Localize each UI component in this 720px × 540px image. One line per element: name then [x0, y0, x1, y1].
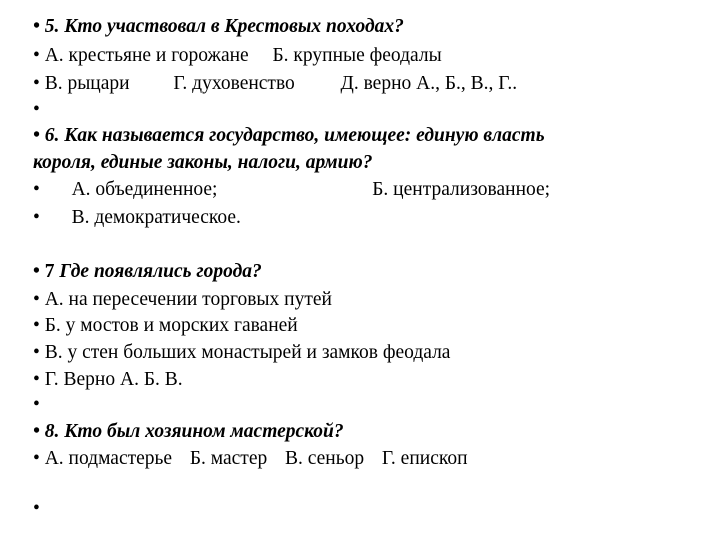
q5-option-d: Д. верно А., Б., В., Г..	[340, 73, 518, 94]
q7-question-row	[33, 260, 262, 284]
q8-option-b: Б. мастер	[189, 448, 268, 469]
q8-option-g: Г. епископ	[381, 448, 468, 469]
q8-option-v: В. сеньор	[284, 448, 365, 469]
q8-options-row	[33, 447, 468, 471]
q5-option-v: • В. рыцари	[33, 73, 130, 94]
q7-option-v: • В. у стен больших монастырей и замков феодала	[33, 342, 451, 363]
blank-bullet-2: •	[33, 394, 40, 415]
q6-option-a: А. объединенное;	[71, 179, 218, 200]
q6-options-row2	[33, 206, 241, 230]
q6-question-line1: • 6. Как называется государство, имеющее: единую власть	[33, 125, 545, 146]
q7-option-b: • Б. у мостов и морских гаваней	[33, 315, 298, 336]
q6-option-b: Б. централизованное;	[372, 179, 551, 200]
q8-question: • 8. Кто был хозяином мастерской?	[33, 421, 344, 442]
blank-bullet-3: •	[33, 498, 40, 519]
q5-option-a: • А. крестьяне и горожане	[33, 45, 249, 66]
q8-option-a: • А. подмастерье	[33, 448, 173, 469]
q7-option-a: • А. на пересечении торговых путей	[33, 289, 332, 310]
q7-option-g: • Г. Верно А. Б. В.	[33, 369, 183, 390]
q5-question: • 5. Кто участвовал в Крестовых походах?	[33, 16, 404, 37]
q5-options-row2	[33, 72, 517, 96]
q6-option-v: В. демократическое.	[71, 207, 241, 228]
q5-option-b: Б. крупные феодалы	[272, 45, 442, 66]
q6-option-a-bullet: •	[33, 179, 40, 200]
blank-bullet-1: •	[33, 99, 40, 120]
q6-option-v-bullet: •	[33, 207, 40, 228]
q7-question: Где появлялись города?	[59, 261, 262, 282]
q5-option-g: Г. духовенство	[173, 73, 295, 94]
q5-options-row1	[33, 44, 442, 68]
q6-options-row1	[33, 178, 550, 202]
q6-question-line2: короля, единые законы, налоги, армию?	[33, 152, 373, 173]
q7-question-number: • 7	[33, 261, 55, 282]
